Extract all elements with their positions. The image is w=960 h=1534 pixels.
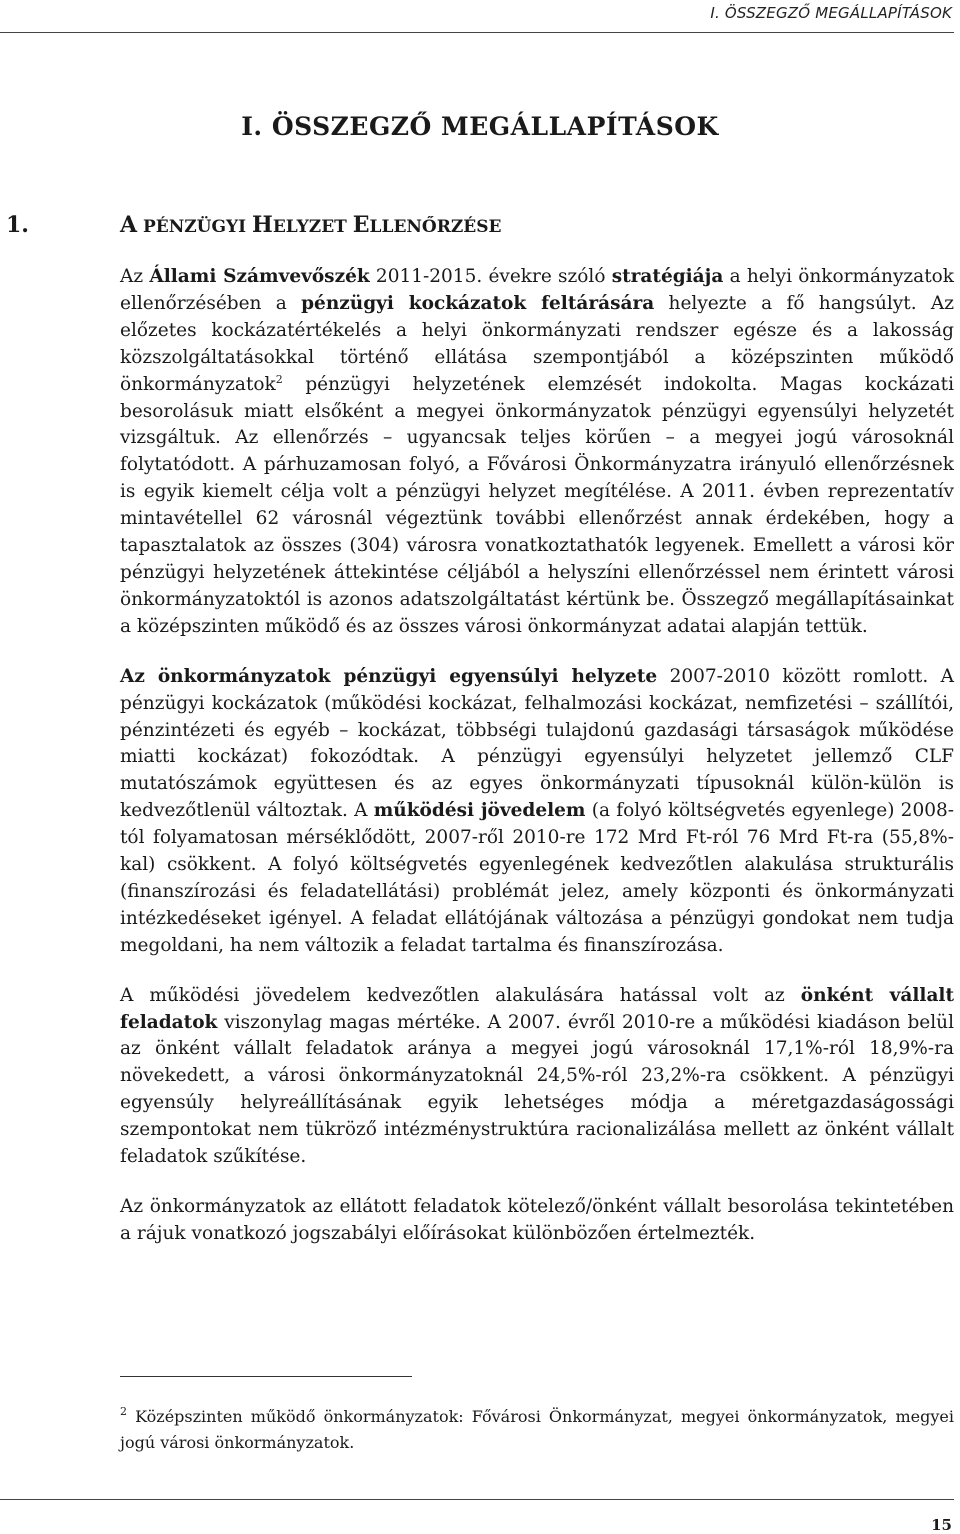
- section-title-part: ELYZET: [272, 217, 353, 237]
- text-run: Az: [120, 266, 150, 287]
- text-run: 2011-2015. évekre szóló: [369, 266, 612, 287]
- paragraph-classification: [120, 1194, 954, 1248]
- text-run: a helyi önkormányzatok ellenőrzésében a: [120, 266, 954, 314]
- section-title-part: H: [252, 212, 273, 238]
- emphasis-text: Az önkormányzatok pénzügyi egyensúlyi helyzete: [120, 665, 658, 687]
- paragraph-voluntary-tasks: [120, 983, 954, 1171]
- section-number: 1.: [6, 212, 29, 238]
- text-run: A működési jövedelem kedvezőtlen alakulására hatással volt az: [120, 984, 801, 1006]
- paragraph-financial-balance: [120, 664, 954, 960]
- body-text: [120, 264, 954, 1248]
- footnote-reference[interactable]: 2: [275, 372, 283, 386]
- footnote: [120, 1404, 954, 1456]
- text-run: 2007-2010 között romlott. A pénzügyi kockázatok (működési kockázat, felhalmozási kockázat, nemfizetési – szállítói, pénzintézeti és egyéb – kockázat, többségi tulajdonú gazdasági társaságok működése miatti kockázat) fokozódtak. A pénzügyi egyensúlyi helyzetet jellemző CLF mutatószámok együttesen és az egyes önkormányzati típusoknál külön-külön is kedvezőtlenül változtak. A: [120, 665, 954, 822]
- running-header: I. ÖSSZEGZŐ MEGÁLLAPÍTÁSOK: [710, 4, 952, 22]
- footnote-divider: [120, 1376, 412, 1377]
- text-run: viszonylag magas mértéke. A 2007. évről 2010-re a működési kiadáson belül az önként vállalt feladatok aránya a megyei jogú városoknál 17,1%-ról 18,9%-ra növekedett, a városi önkormányzatoknál 24,5%-ról 23,2%-ra csökkent. A pénzügyi egyensúly helyreállításának egyik lehetséges módja a méretgazdaságossági szempontokat nem tükröző intézménystruktúra racionalizálása mellett az önként vállalt feladatok szűkítése.: [120, 1011, 954, 1168]
- emphasis-text: stratégiája: [611, 266, 724, 287]
- text-run: helyezte a fő hangsúlyt. Az előzetes kockázatértékelés a helyi önkormányzati rendszer egésze és a lakosság közszolgáltatásokkal történő ellátása szempontjából a középszinten működő önkormányzatok: [120, 292, 954, 395]
- header-divider: [0, 32, 954, 33]
- text-run: (a folyó költségvetés egyenlege) 2008-tól folyamatosan mérséklődött, 2007-ről 2010-re 172 Mrd Ft-ról 76 Mrd Ft-ra (55,8%-kal) csökkent. A folyó költségvetés egyenlegének kedvezőtlen alakulása strukturális (finanszírozási és feladatellátási) problémát jelez, amely központi és önkormányzati intézkedéseket igényel. A feladat ellátójának változása a pénzügyi gondokat nem tudja megoldani, ha nem változik a feladat tartalma és finanszírozása.: [120, 800, 955, 956]
- text-run: pénzügyi helyzetének elemzését indokolta. Magas kockázati besorolásuk miatt elsőként a megyei önkormányzatok pénzügyi egyensúlyi helyzetét vizsgáltuk. Az ellenőrzés – ugyancsak teljes körűen – a megyei jogú városoknál folytatódott. A párhuzamosan folyó, a Fővárosi Önkormányzatra irányuló ellenőrzésnek is egyik kiemelt célja volt a pénzügyi helyzet megítélése. A 2011. évben reprezentatív mintavétellel 62 városnál végeztünk további ellenőrzést annak érdekében, hogy a tapasztalatok az összes (304) városra vonatkoztathatók legyenek. Emellett a városi kör pénzügyi helyzetének áttekintése céljából a helyszíni ellenőrzéssel nem érintett városi önkormányzatoktól is azonos adatszolgáltatást kértünk be. Összegző megállapításainkat a középszinten működő és az összes városi önkormányzat adatai alapján tettük.: [120, 373, 954, 637]
- footnote-text: Középszinten működő önkormányzatok: Fővárosi Önkormányzat, megyei önkormányzatok, megyei jogú városi önkormányzatok.: [120, 1407, 954, 1452]
- page-number: 15: [931, 1516, 952, 1534]
- section-title-part: PÉNZÜGYI: [137, 217, 253, 237]
- footer-divider: [0, 1499, 954, 1500]
- text-run: Az önkormányzatok az ellátott feladatok kötelező/önként vállalt besorolása tekintetében a rájuk vonatkozó jogszabályi előírásokat különbözően értelmezték.: [120, 1196, 954, 1244]
- emphasis-text: működési jövedelem: [373, 800, 586, 822]
- section-title-part: A: [120, 212, 138, 238]
- section-title-part: E: [352, 212, 370, 238]
- emphasis-text: pénzügyi kockázatok feltárására: [301, 292, 655, 314]
- paragraph-strategy: [120, 264, 954, 641]
- section-title-part: LLENŐRZÉSE: [369, 217, 502, 237]
- footnote-marker: 2: [120, 1405, 127, 1418]
- chapter-title: I. ÖSSZEGZŐ MEGÁLLAPÍTÁSOK: [241, 112, 719, 141]
- emphasis-text: Állami Számvevőszék: [149, 266, 370, 287]
- section-heading: [6, 212, 501, 238]
- emphasis-text: önként vállalt feladatok: [120, 984, 955, 1033]
